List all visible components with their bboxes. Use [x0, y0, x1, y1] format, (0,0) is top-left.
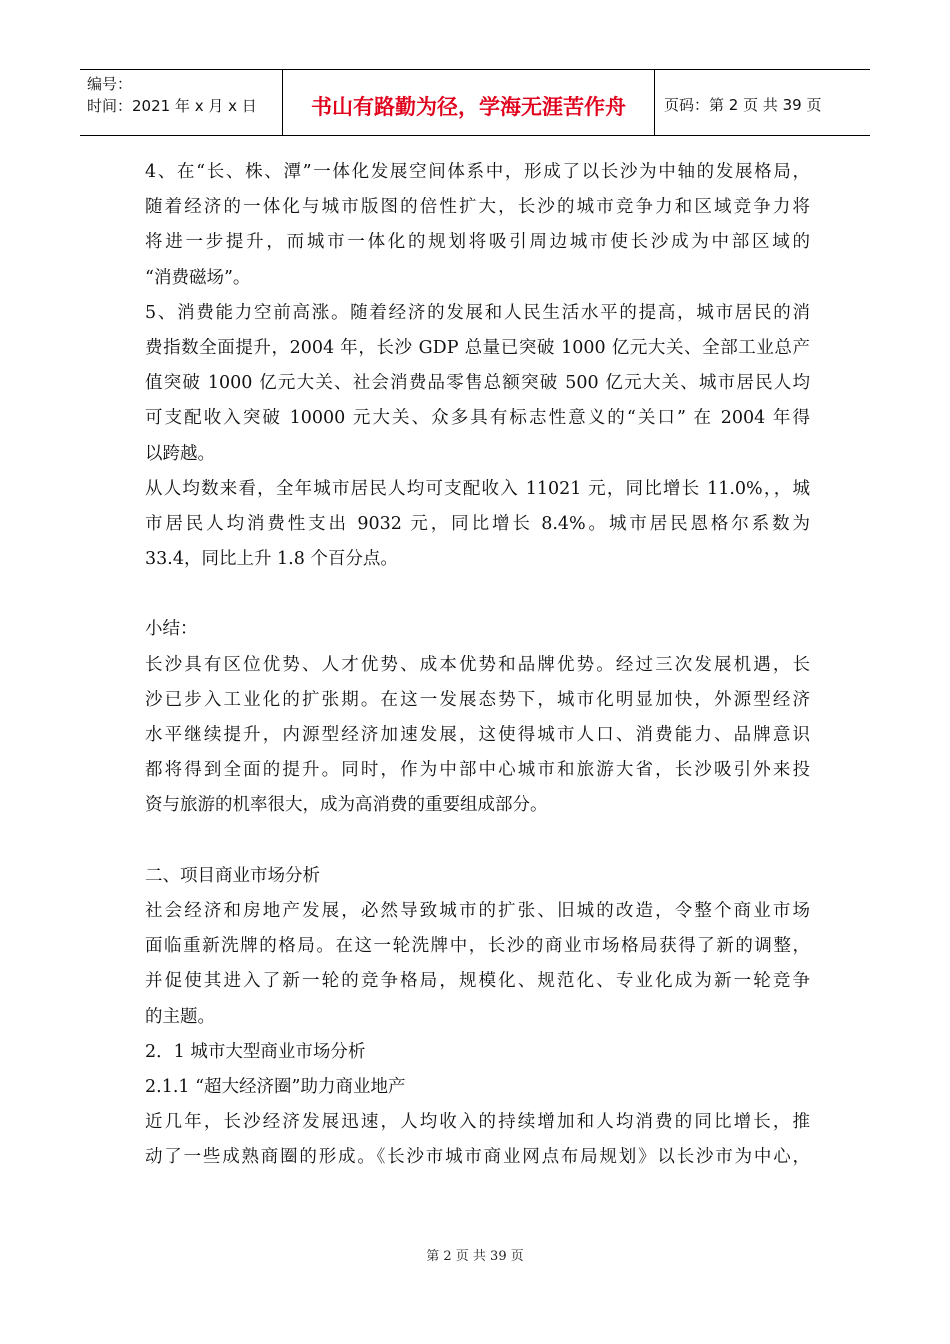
header-page-number: 页码：第 2 页 共 39 页 — [664, 96, 822, 114]
blank-line — [145, 824, 810, 859]
body-line: 社会经济和房地产发展，必然导致城市的扩张、旧城的改造，令整个商业市场 — [145, 900, 810, 921]
section-heading: 二、项目商业市场分析 — [145, 865, 320, 886]
body-line: “消费磁场”。 — [145, 267, 251, 288]
body-line: 值突破 1000 亿元大关、社会消费品零售总额突破 500 亿元大关、城市居民人均 — [145, 373, 810, 394]
body-line: 5、消费能力空前高涨。随着经济的发展和人民生活水平的提高，城市居民的消 — [145, 302, 810, 323]
header-motto: 书山有路勤为径，学海无涯苦作舟 — [283, 70, 655, 135]
body-line: 资与旅游的机率很大，成为高消费的重要组成部分。 — [145, 795, 548, 816]
body-line: 都将得到全面的提升。同时，作为中部中心城市和旅游大省，长沙吸引外来投 — [145, 760, 810, 781]
body-line: 面临重新洗牌的格局。在这一轮洗牌中，长沙的商业市场格局获得了新的调整， — [145, 936, 810, 957]
blank-line — [145, 577, 810, 612]
header-meta-cell — [80, 70, 283, 135]
body-line: 将进一步提升，而城市一体化的规划将吸引周边城市使长沙成为中部区域的 — [145, 232, 810, 253]
subsection-heading: 2．1 城市大型商业市场分析 — [145, 1041, 366, 1062]
body-line: 市居民人均消费性支出 9032 元，同比增长 8.4%。城市居民恩格尔系数为 — [145, 513, 810, 534]
body-line: 可支配收入突破 10000 元大关、众多具有标志性意义的“关口” 在 2004 年得 — [145, 408, 810, 429]
section-heading: 小结： — [145, 619, 198, 640]
body-line: 长沙具有区位优势、人才优势、成本优势和品牌优势。经过三次发展机遇，长 — [145, 654, 810, 675]
document-time-label: 时间：2021 年 x 月 x 日 — [87, 97, 257, 115]
body-line: 费指数全面提升，2004 年，长沙 GDP 总量已突破 1000 亿元大关、全部工业总产 — [145, 337, 810, 358]
subsection-heading: 2.1.1 “超大经济圈”助力商业地产 — [145, 1076, 406, 1097]
body-line: 沙已步入工业化的扩张期。在这一发展态势下，城市化明显加快，外源型经济 — [145, 689, 810, 710]
body-line: 以跨越。 — [145, 443, 215, 464]
document-body — [145, 155, 810, 1175]
body-line: 动了一些成熟商圈的形成。《长沙市城市商业网点布局规划》以长沙市为中心， — [145, 1147, 810, 1168]
body-line: 的主题。 — [145, 1006, 215, 1027]
body-line: 水平继续提升，内源型经济加速发展，这使得城市人口、消费能力、品牌意识 — [145, 725, 810, 745]
body-line: 从人均数来看，全年城市居民人均可支配收入 11021 元，同比增长 11.0%，，城 — [145, 478, 810, 499]
body-line: 并促使其进入了新一轮的竞争格局，规模化、规范化、专业化成为新一轮竞争 — [145, 971, 810, 992]
document-header — [80, 69, 870, 136]
page-footer: 第 2 页 共 39 页 — [426, 1249, 524, 1264]
document-number-label: 编号： — [87, 75, 133, 93]
body-line: 随着经济的一体化与城市版图的倍性扩大，长沙的城市竞争力和区域竞争力将 — [145, 197, 810, 218]
body-line: 4、在“长、株、潭”一体化发展空间体系中，形成了以长沙为中轴的发展格局， — [145, 162, 810, 182]
body-line: 近几年，长沙经济发展迅速，人均收入的持续增加和人均消费的同比增长，推 — [145, 1112, 810, 1133]
body-line: 33.4，同比上升 1.8 个百分点。 — [145, 549, 398, 570]
